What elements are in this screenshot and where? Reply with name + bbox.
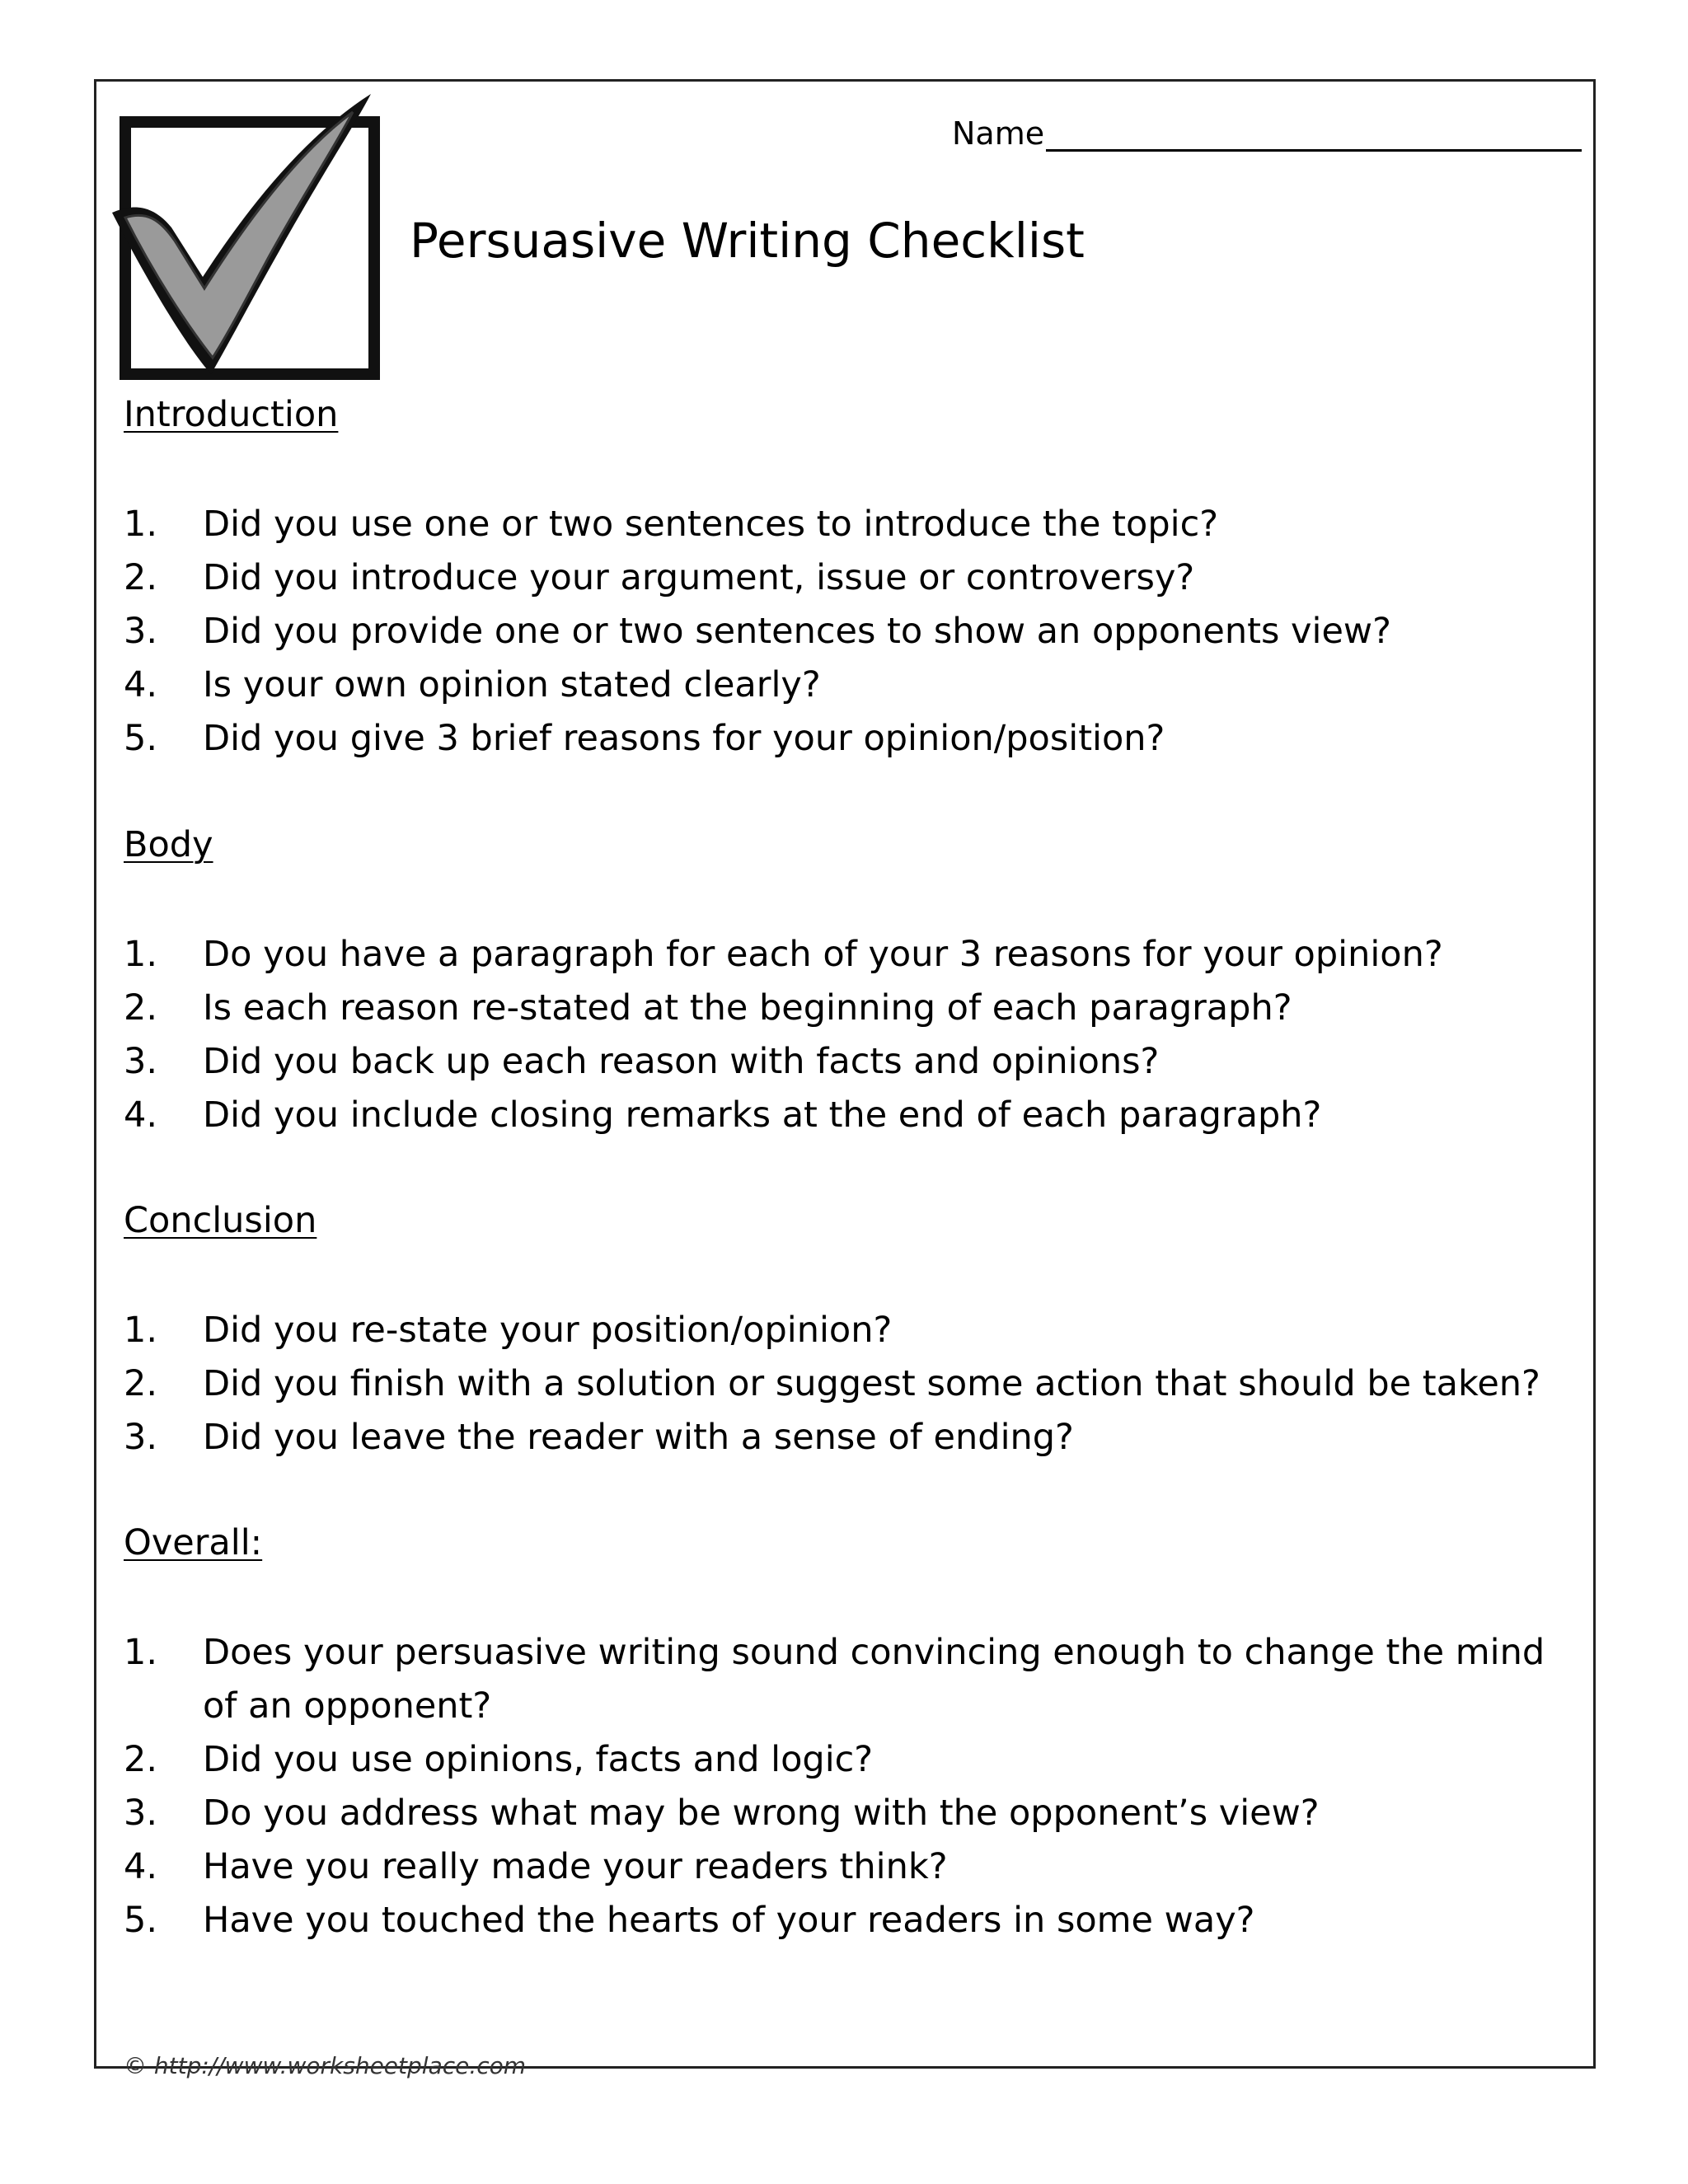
list-item	[124, 1840, 1574, 1894]
body-list	[124, 928, 1574, 1142]
item-number: 1.	[124, 934, 158, 975]
item-number: 2.	[124, 557, 158, 598]
item-number: 4.	[124, 1846, 158, 1887]
item-text: Is your own opinion stated clearly?	[203, 664, 821, 705]
item-text: Did you introduce your argument, issue or controversy?	[203, 557, 1195, 598]
item-number: 5.	[124, 1900, 158, 1941]
list-item	[124, 658, 1574, 712]
list-item	[124, 551, 1574, 605]
item-text: Did you re-state your position/opinion?	[203, 1310, 893, 1351]
checkmark-box-icon	[106, 87, 394, 386]
item-number: 4.	[124, 1094, 158, 1136]
list-item	[124, 605, 1574, 658]
item-text: Is each reason re-stated at the beginning of each paragraph?	[203, 987, 1292, 1029]
item-text: Did you give 3 brief reasons for your opinion/position?	[203, 718, 1165, 759]
item-number: 3.	[124, 611, 158, 652]
item-text: Did you use opinions, facts and logic?	[203, 1739, 874, 1780]
item-text: Does your persuasive writing sound convincing enough to change the mind of an opponent?	[203, 1632, 1545, 1727]
list-item	[124, 1626, 1574, 1733]
list-item	[124, 1787, 1574, 1840]
item-text: Did you leave the reader with a sense of ending?	[203, 1417, 1074, 1458]
item-number: 2.	[124, 1363, 158, 1404]
item-text: Have you touched the hearts of your readers in some way?	[203, 1900, 1255, 1941]
conclusion-list	[124, 1304, 1574, 1465]
list-item	[124, 928, 1574, 982]
item-text: Did you finish with a solution or suggest some action that should be taken?	[203, 1363, 1540, 1404]
item-text: Do you have a paragraph for each of your 3 reasons for your opinion?	[203, 934, 1443, 975]
section-heading-conclusion: Conclusion	[124, 1200, 317, 1241]
list-item	[124, 712, 1574, 766]
page-title: Persuasive Writing Checklist	[410, 213, 1085, 269]
list-item	[124, 1089, 1574, 1142]
list-item	[124, 1035, 1574, 1089]
section-heading-body: Body	[124, 824, 213, 865]
copyright-footer: © http://www.worksheetplace.com	[124, 2052, 527, 2079]
item-number: 4.	[124, 664, 158, 705]
item-number: 5.	[124, 718, 158, 759]
item-number: 2.	[124, 987, 158, 1029]
name-label: Name	[952, 115, 1045, 152]
item-number: 1.	[124, 504, 158, 545]
item-number: 3.	[124, 1041, 158, 1082]
item-number: 3.	[124, 1417, 158, 1458]
overall-list	[124, 1626, 1574, 1947]
list-item	[124, 1411, 1574, 1465]
introduction-list	[124, 498, 1574, 766]
section-heading-introduction: Introduction	[124, 394, 339, 435]
item-number: 1.	[124, 1310, 158, 1351]
item-text: Do you address what may be wrong with the opponent’s view?	[203, 1793, 1320, 1834]
item-number: 1.	[124, 1632, 158, 1673]
section-heading-overall: Overall:	[124, 1522, 263, 1563]
list-item	[124, 1894, 1574, 1947]
item-text: Have you really made your readers think?	[203, 1846, 948, 1887]
list-item	[124, 1733, 1574, 1787]
item-text: Did you include closing remarks at the end of each paragraph?	[203, 1094, 1322, 1136]
list-item	[124, 1357, 1574, 1411]
item-text: Did you provide one or two sentences to show an opponents view?	[203, 611, 1391, 652]
list-item	[124, 498, 1574, 551]
name-blank-line	[1046, 116, 1582, 152]
list-item	[124, 982, 1574, 1035]
item-number: 3.	[124, 1793, 158, 1834]
list-item	[124, 1304, 1574, 1357]
item-text: Did you use one or two sentences to introduce the topic?	[203, 504, 1219, 545]
item-text: Did you back up each reason with facts and opinions?	[203, 1041, 1160, 1082]
item-number: 2.	[124, 1739, 158, 1780]
name-field	[952, 115, 1582, 152]
